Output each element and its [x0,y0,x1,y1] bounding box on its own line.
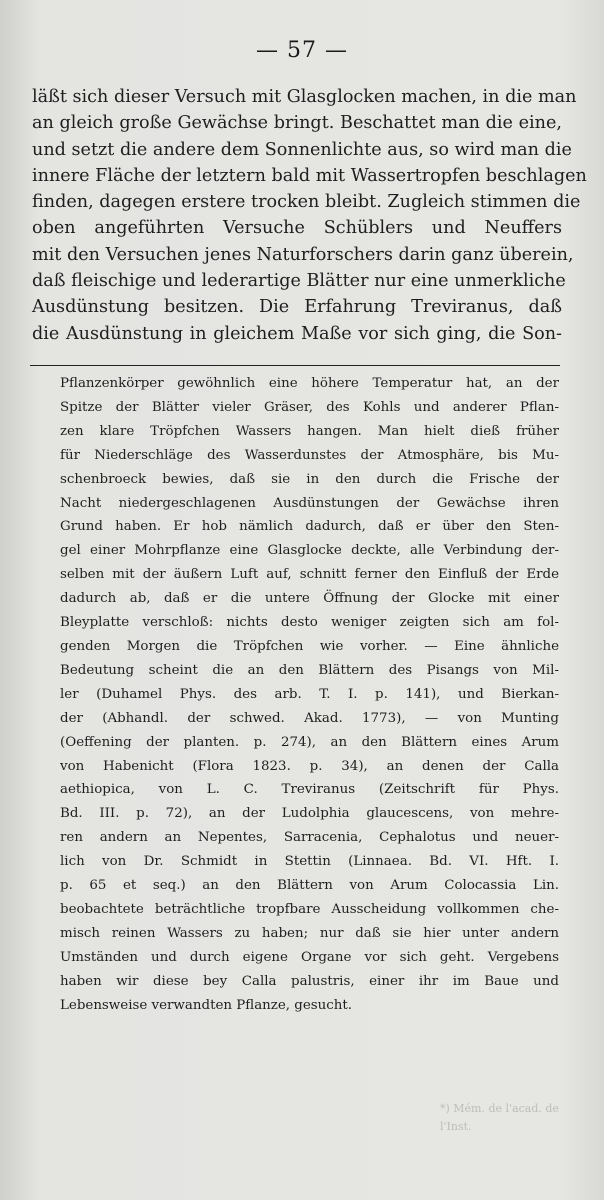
bleed-through-line: *) Mém. de l'acad. de l'Inst. [440,1102,559,1133]
footnote-line: zen klare Tröpfchen Wassers hangen. Man hielt dieß früher [60,423,559,439]
main-text-line: finden, dagegen erstere trocken bleibt. Zugleich stimmen die [32,192,581,213]
footnote-line: Umständen und durch eigene Organe vor sich geht. Vergebens [60,949,559,965]
main-text-line: an gleich große Gewächse bringt. Beschattet man die eine, [32,113,562,134]
page-number: — 57 — [256,38,348,63]
footnote-line: Bedeutung scheint die an den Blättern des Pisangs von Mil- [60,662,559,678]
main-text-line: oben angeführten Versuche Schüblers und Neuffers [32,218,562,239]
footnote-line: Pflanzenkörper gewöhnlich eine höhere Temperatur hat, an der [60,376,559,391]
footnote-divider [30,365,560,366]
footnote-line: gel einer Mohrpflanze eine Glasglocke deckte, alle Verbindung der- [60,543,559,559]
footnote-line: Bd. III. p. 72), an der Ludolphia glaucescens, von mehre- [60,806,559,822]
footnote-line: genden Morgen die Tröpfchen wie vorher. — Eine ähnliche [60,638,559,654]
footnote-line: (Oeffening der planten. p. 274), an den Blättern eines Arum [60,734,559,750]
footnote-line: schenbroeck bewies, daß sie in den durch die Frische der [60,471,559,487]
footnote-line: Nacht niedergeschlagenen Ausdünstungen der Gewächse ihren [60,495,559,511]
main-text-block [32,84,587,347]
footnote-line: für Niederschläge des Wasserdunstes der Atmosphäre, bis Mu- [60,447,559,463]
main-text-line: und setzt die andere dem Sonnenlichte aus, so wird man die [32,139,572,160]
footnote-line: aethiopica, von L. C. Treviranus (Zeitschrift für Phys. [60,782,559,798]
footnote-line: lich von Dr. Schmidt in Stettin (Linnaea. Bd. VI. Hft. I. [60,854,559,870]
footnote-line: p. 65 et seq.) an den Blättern von Arum Colocassia Lin. [60,878,559,894]
footnote-line: selben mit der äußern Luft auf, schnitt ferner den Einfluß der Erde [60,567,559,583]
footnote-line: Lebensweise verwandten Pflanze, gesucht. [60,997,353,1013]
footnote-line: beobachtete beträchtliche tropfbare Ausscheidung vollkommen che- [60,901,559,917]
footnote-block [60,372,559,1017]
footnote-line: misch reinen Wassers zu haben; nur daß sie hier unter andern [60,925,559,941]
footnote-line: Grund haben. Er hob nämlich dadurch, daß er über den Sten- [60,519,559,535]
main-text-line: Ausdünstung besitzen. Die Erfahrung Treviranus, daß [32,297,562,318]
footnote-line: ler (Duhamel Phys. des arb. T. I. p. 141), und Bierkan- [60,686,559,702]
footnote-line: ren andern an Nepentes, Sarracenia, Cephalotus und neuer- [60,830,559,846]
footnote-line: haben wir diese bey Calla palustris, einer ihr im Baue und [60,973,559,989]
bleed-through-text [440,1100,590,1136]
footnote-line: Spitze der Blätter vieler Gräser, des Kohls und anderer Pflan- [60,399,559,415]
footnote-line: der (Abhandl. der schwed. Akad. 1773), — von Munting [60,710,559,726]
main-text-line: mit den Versuchen jenes Naturforschers darin ganz überein, [32,244,574,265]
footnote-line: dadurch ab, daß er die untere Öffnung der Glocke mit einer [60,591,559,607]
footnote-line: von Habenicht (Flora 1823. p. 34), an denen der Calla [60,758,559,774]
main-text-line: daß fleischige und lederartige Blätter nur eine unmerkliche [32,271,566,292]
main-text-line: läßt sich dieser Versuch mit Glasglocken machen, in die man [32,87,577,107]
main-text-line: innere Fläche der letztern bald mit Wassertropfen beschlagen [32,165,587,186]
main-text-line: die Ausdünstung in gleichem Maße vor sich ging, die Son- [32,323,562,344]
footnote-line: Bleyplatte verschloß: nichts desto weniger zeigten sich am fol- [60,615,559,631]
